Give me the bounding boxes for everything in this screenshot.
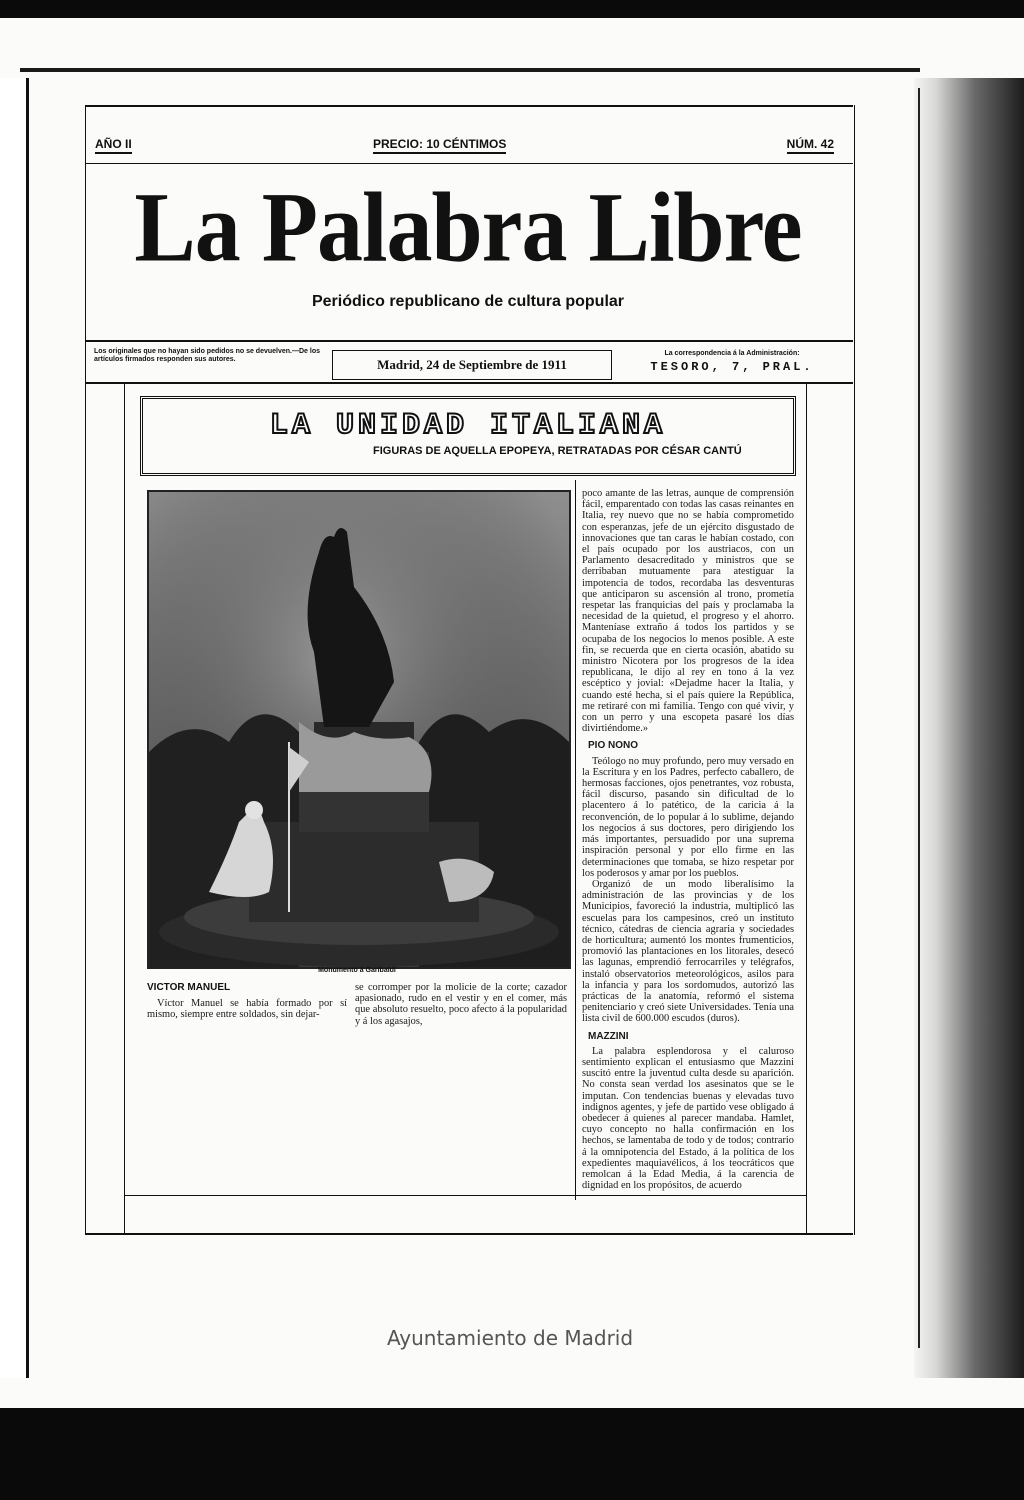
victor-right-text: poco amante de las letras, aunque de comprensión fácil, emparentado con todas las casas reinantes en Italia, rey nuevo que no se había comprometido con esperanzas, jefe de un ejército disgustado de innovaciones que tan caras le habían costado, con el país ocupado por los austriacos, con un Parlamento desacreditado y ministros que se derribaban mutuamente para atestiguar la impotencia de todos, recordaba las desventuras que anticiparon su ascensión al trono, prometía respetar las franquicias del país y proclamaba la necesidad de la quietud, el progreso y el ahorro. Manteníase extraño á todos los partidos y se ocupaba de los negocios lo menos posible. A este fin, se recuerda que en cierta ocasión, abatido su ministro Nicotera por los progresos de la idea republicana, le dijo al rey en tono á la vez escéptico y jovial: «Dejadme hacer la Italia, y cuando esté hecha, si el país quiere la República, me retiraré con mi familia. Tengo con qué vivir, y con un perro y una escopeta pasaré los días divirtiéndome.» bbox=[582, 488, 794, 735]
binding-gutter bbox=[914, 78, 1024, 1378]
originals-notice: Los originales que no hayan sido pedidos no se devuelven.—De los artículos firmados responden sus autores. bbox=[94, 348, 320, 363]
left-page-edge bbox=[0, 78, 29, 1378]
price-label: PRECIO: 10 CÉNTIMOS bbox=[373, 137, 506, 154]
rule-right-inner bbox=[806, 383, 807, 1233]
victor-intro-column bbox=[147, 998, 347, 1020]
year-label: AÑO II bbox=[95, 137, 132, 154]
rule-left-inner bbox=[124, 383, 125, 1233]
photo-caption: Monumento á Garibaldi bbox=[318, 967, 396, 974]
archive-watermark: Ayuntamiento de Madrid bbox=[386, 1326, 634, 1350]
monument-photo bbox=[147, 490, 571, 969]
masthead-subtitle: Periódico republicano de cultura popular bbox=[311, 293, 625, 310]
scan-bottom-border bbox=[0, 1408, 1024, 1500]
dateline: Madrid, 24 de Septiembre de 1911 bbox=[332, 350, 612, 380]
rule-under-subtitle bbox=[85, 340, 853, 342]
correspondence-label: La correspondencia á la Administración: bbox=[664, 350, 800, 357]
victor-manuel-heading: VICTOR MANUEL bbox=[147, 982, 231, 993]
binding-line bbox=[918, 88, 920, 1348]
pio-nono-paragraph-1: Teólogo no muy profundo, pero muy versado en la Escritura y en los Padres, perfecto caballero, de hermosas facciones, ojos penetrantes, voz robusta, fácil discurso, pasando sin dificultad de lo placentero á lo patético, de la caricia á la reconvención, de lo popular á lo sublime, dejando los negocios á sus doctores, pero dirigiendo los más importantes, persuadido por una suprema inspiración personal y por ello firme en las determinaciones que tomaba, se hizo respetar por los poderosos y amar por los pueblos. bbox=[582, 755, 794, 879]
article-headline: LA UNIDAD ITALIANA bbox=[269, 409, 667, 443]
rule-bottom bbox=[85, 1233, 853, 1235]
article-subheadline: FIGURAS DE AQUELLA EPOPEYA, RETRATADAS POR CÉSAR CANTÚ bbox=[373, 445, 742, 457]
rule-under-header bbox=[85, 163, 853, 164]
masthead-title: La Palabra Libre bbox=[134, 171, 802, 283]
rule-footer bbox=[124, 1195, 806, 1196]
victor-continued-column bbox=[355, 982, 567, 1027]
issue-label: NÚM. 42 bbox=[787, 137, 834, 154]
article-title-box bbox=[140, 396, 796, 476]
pio-nono-heading: PIO NONO bbox=[588, 740, 639, 752]
right-column bbox=[582, 488, 794, 1191]
rule-top bbox=[85, 105, 853, 107]
victor-continued-text: se corromper por la molicie de la corte; cazador apasionado, rudo en el vestir y en el comer, más que absoluto resuelto, poco afecto á la popularidad y á los agasajos, bbox=[355, 982, 567, 1027]
mazzini-heading: MAZZINI bbox=[588, 1030, 629, 1042]
victor-intro-text: Víctor Manuel se había formado por sí mismo, siempre entre soldados, sin dejar- bbox=[147, 998, 347, 1021]
header-row bbox=[95, 133, 840, 155]
column-divider bbox=[575, 480, 576, 1200]
monument-illustration bbox=[149, 492, 569, 967]
pio-nono-paragraph-2: Organizó de un modo liberalísimo la administración de las provincias y de los Municipios, favoreció la industria, multiplicó las escuelas para los campesinos, creó un instituto técnico, cátedras de ciencia agraria y sociedades de horticultura; aumentó los montes frumenticios, promovió las plantaciones en los litorales, desecó las lagunas, emprendió ferrocarriles y telégrafos, instaló observatorios meteorológicos, asilos para la infancia y para los sordomudos, autorizó las prácticas de la anatomía, reformó el sistema penitenciario y creó siete Universidades. Tenía una lista civil de 600.000 escudos (duros). bbox=[582, 878, 794, 1025]
administration-address bbox=[614, 350, 850, 374]
mazzini-paragraph: La palabra esplendorosa y el caluroso sentimiento explican el entusiasmo que Mazzini suscitó entre la juventud culta desde su aparición. No consta sean verdad los asesinatos que se le imputan. Con tendencias buenas y elevadas tuvo indignos agentes, y jefe de partido vese obligado á obedecer á quienes al parecer mandaba. Hamlet, cuyo concepto no halla confirmación en los hechos, se lamentaba de todo y de todos; contrario á la omnipotencia del Estado, á la política de los expedientes maquiavélicos, á los teocráticos que remolcan á la Edad Media, á la carencia de dignidad en los propósitos, de acuerdo bbox=[582, 1045, 794, 1192]
rule-under-info bbox=[85, 382, 853, 384]
scan-top-border bbox=[0, 0, 1024, 18]
address-text: TESORO, 7, PRAL. bbox=[650, 360, 814, 374]
top-rule bbox=[20, 68, 920, 72]
